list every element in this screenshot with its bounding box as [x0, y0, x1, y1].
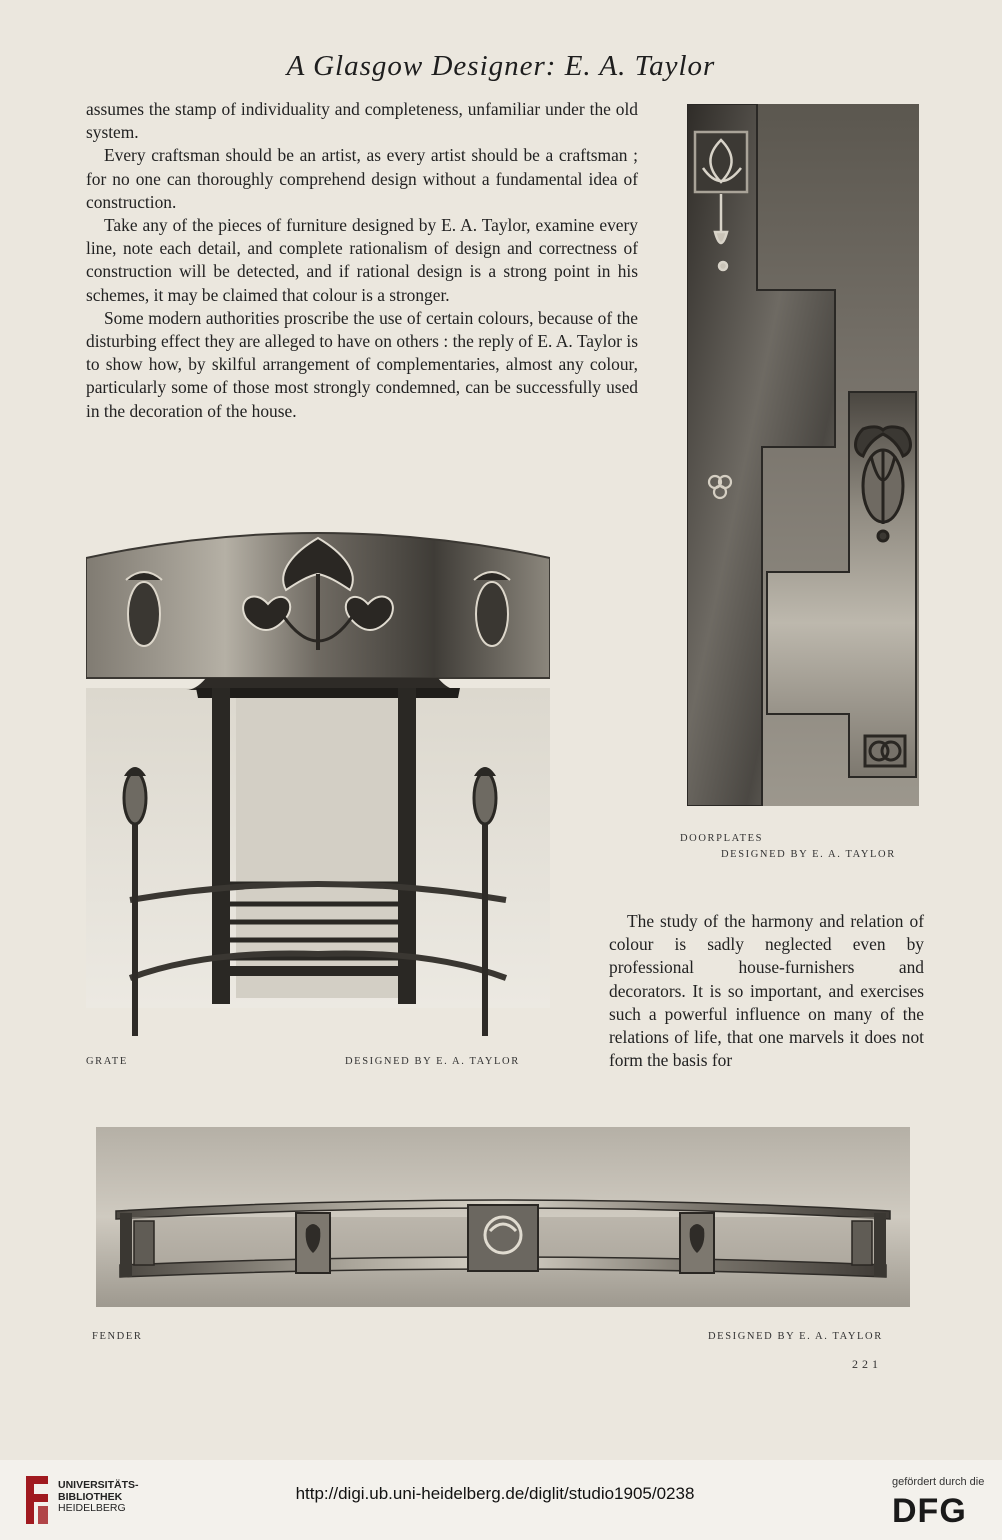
paragraph-4: Some modern authorities proscribe the use of certain colours, because of the disturbing effect they are alleged to have on others : the reply of E. A. Taylor is to show how, by skilful arrangement of complementaries, almost any colour, particularly some of those most strongly condemned, can be successfully used in the decoration of the house. — [86, 307, 638, 421]
source-url-link[interactable]: http://digi.ub.uni-heidelberg.de/diglit/studio1905/0238 — [295, 1484, 695, 1503]
funding-note: gefördert durch die — [892, 1476, 985, 1488]
knot-motif — [865, 736, 905, 766]
main-text-column — [86, 98, 638, 423]
fender-photo — [96, 1127, 910, 1307]
page-number: 221 — [852, 1357, 882, 1371]
grate-caption-title: GRATE — [86, 1056, 128, 1067]
right-text-column — [609, 910, 924, 1072]
dfg-logo: DFG — [892, 1492, 967, 1530]
fender-caption-credit: DESIGNED BY E. A. TAYLOR — [708, 1331, 883, 1342]
grate-caption-credit: DESIGNED BY E. A. TAYLOR — [345, 1056, 520, 1067]
paragraph-5: The study of the harmony and relation of colour is sadly neglected even by professional house-furnishers and decorators. It is so important, and exercises such a powerful influence on many of the relations of life, that one marvels it does not form the basis for — [609, 911, 924, 1071]
university-library-name: UNIVERSITÄTS- BIBLIOTHEK HEIDELBERG — [58, 1479, 139, 1514]
paragraph-1: assumes the stamp of individuality and completeness, unfamiliar under the old system. — [86, 99, 638, 143]
digitization-footer — [0, 1460, 1002, 1540]
doorplates-caption-title: DOORPLATES — [680, 833, 764, 844]
grate-photo — [86, 518, 550, 1040]
paragraph-2: Every craftsman should be an artist, as every artist should be a craftsman ; for no one can thoroughly comprehend design without a fundamental idea of construction. — [86, 145, 638, 212]
fender-caption-title: FENDER — [92, 1331, 143, 1342]
paragraph-3: Take any of the pieces of furniture designed by E. A. Taylor, examine every line, note each detail, and complete rationalism of design and correctness of construction will be detected, and if rational design is a strong point in his schemes, it may be claimed that colour is a stronger. — [86, 215, 638, 305]
running-title: A Glasgow Designer: E. A. Taylor — [286, 50, 716, 82]
doorplates-photo — [687, 104, 919, 806]
doorplates-caption-credit: DESIGNED BY E. A. TAYLOR — [721, 849, 896, 860]
